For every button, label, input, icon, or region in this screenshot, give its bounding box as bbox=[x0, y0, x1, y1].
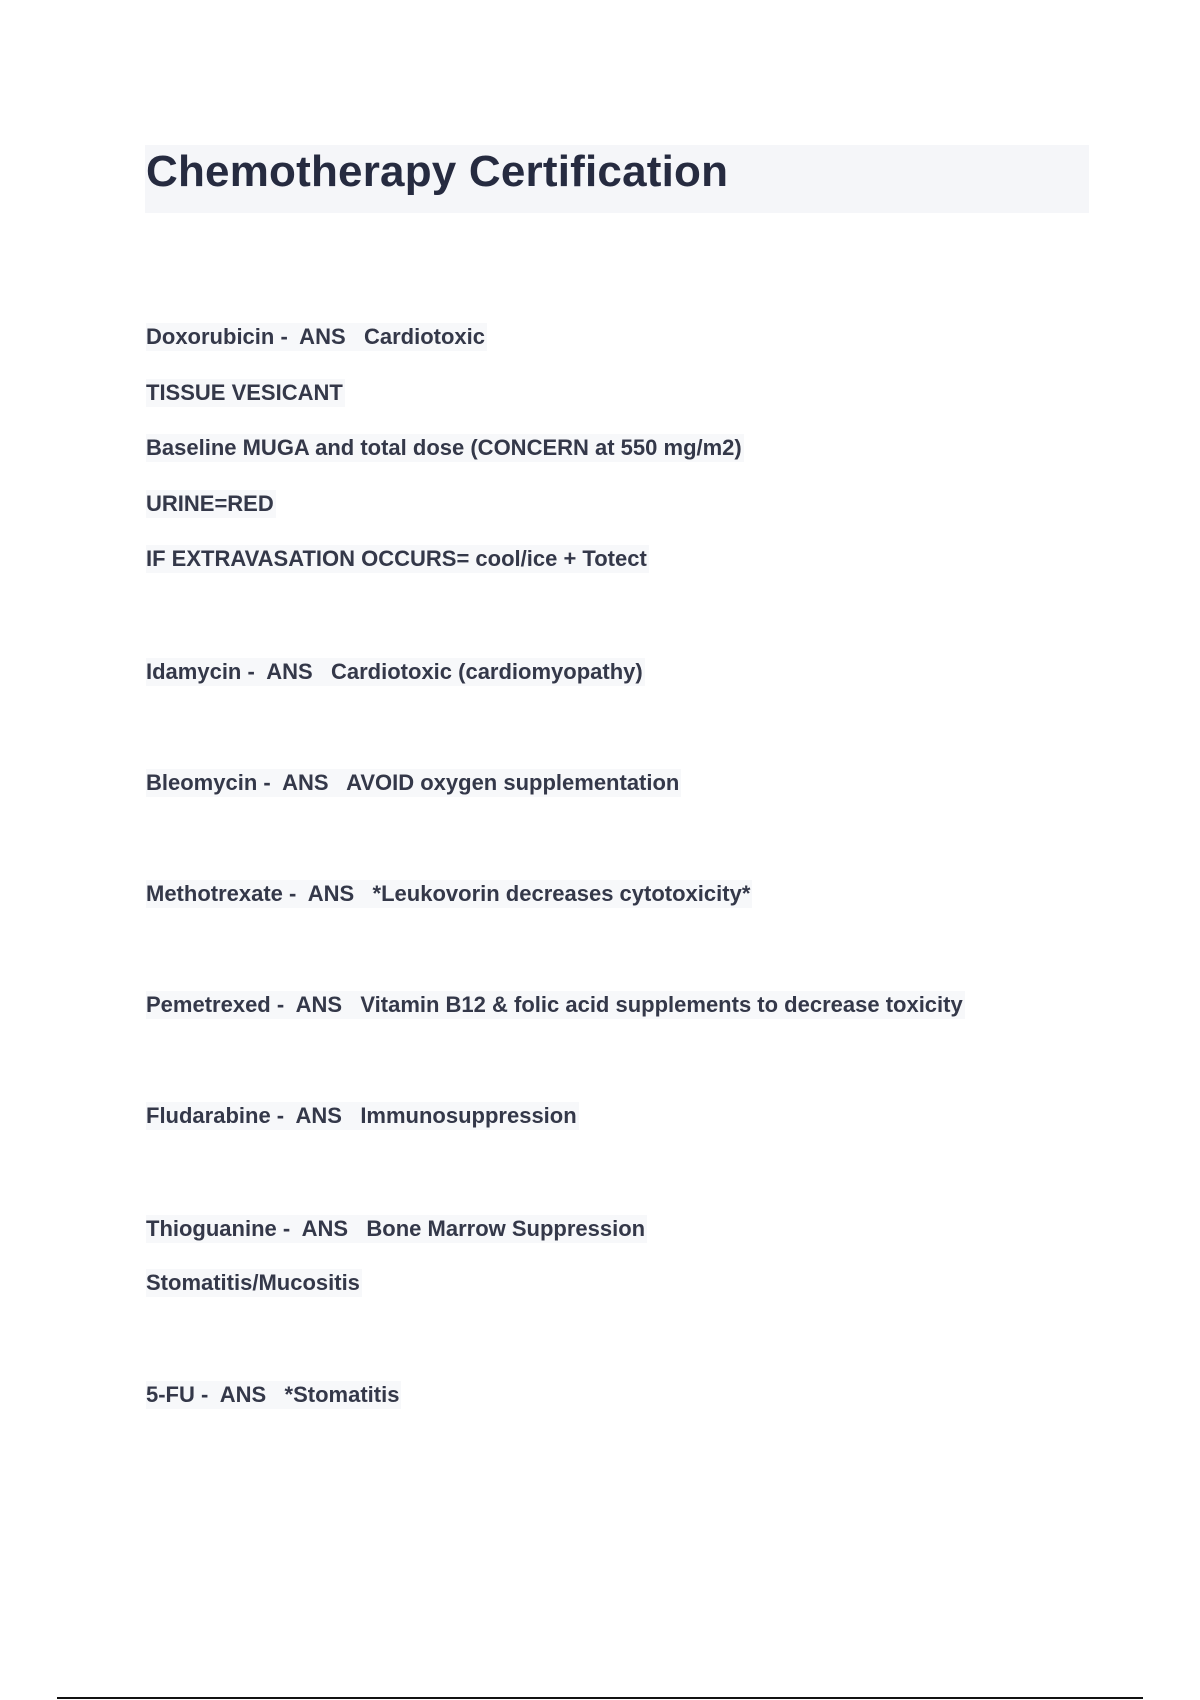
flashcard-bleomycin: Bleomycin - ANS AVOID oxygen supplementation bbox=[146, 770, 680, 795]
flashcard-fludarabine: Fludarabine - ANS Immunosuppression bbox=[146, 1103, 577, 1128]
flashcard-thioguanine-stomatitis: Stomatitis/Mucositis bbox=[146, 1270, 360, 1295]
flashcard-5fu: 5-FU - ANS *Stomatitis bbox=[146, 1382, 400, 1407]
flashcard-idamycin: Idamycin - ANS Cardiotoxic (cardiomyopathy) bbox=[146, 659, 643, 684]
flashcard-doxorubicin-vesicant: TISSUE VESICANT bbox=[146, 380, 343, 405]
flashcard-doxorubicin-extravasation: IF EXTRAVASATION OCCURS= cool/ice + Totect bbox=[146, 546, 647, 571]
flashcard-doxorubicin: Doxorubicin - ANS Cardiotoxic bbox=[146, 324, 485, 349]
flashcard-thioguanine: Thioguanine - ANS Bone Marrow Suppression bbox=[146, 1216, 646, 1241]
flashcard-doxorubicin-baseline: Baseline MUGA and total dose (CONCERN at 550 mg/m2) bbox=[146, 435, 742, 460]
flashcard-methotrexate: Methotrexate - ANS *Leukovorin decreases cytotoxicity* bbox=[146, 881, 751, 906]
flashcard-doxorubicin-urine: URINE=RED bbox=[146, 491, 274, 516]
footer-divider bbox=[57, 1697, 1143, 1699]
page-title: Chemotherapy Certification bbox=[146, 147, 729, 196]
flashcard-pemetrexed: Pemetrexed - ANS Vitamin B12 & folic acid supplements to decrease toxicity bbox=[146, 992, 963, 1017]
